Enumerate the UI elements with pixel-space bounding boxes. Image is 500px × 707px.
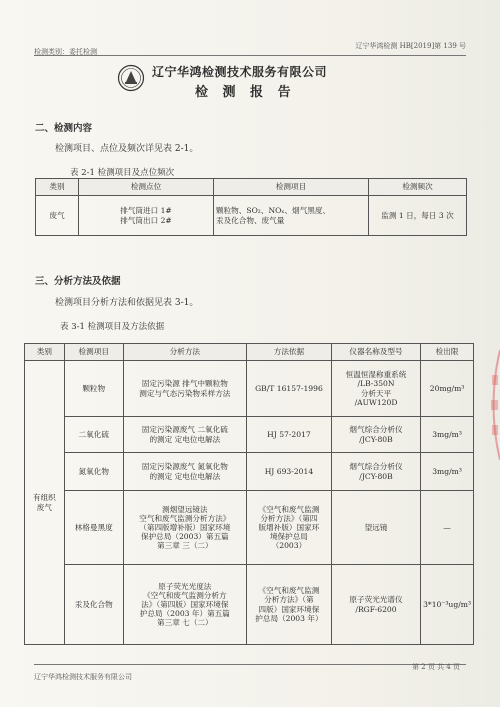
header-divider [34,55,466,56]
t2-cell-limit: 20mg/m³ [421,361,474,417]
t1-cell-items: 颗粒物、SO₂、NOₓ、烟气黑度、 汞及化合物、废气量 [214,196,369,236]
t2-cell-item: 氮氧化物 [64,453,123,491]
t2-cell-item: 汞及化合物 [64,565,123,645]
seal-stamp-fragment [481,350,500,460]
t2-cell-instrument: 烟气综合分析仪 /JCY-80B [331,453,420,491]
page-number: 第 2 页 共 4 页 [411,663,460,671]
company-logo-icon [117,64,145,92]
table-2-1 [35,178,467,236]
t2-cell-method: 原子荧光光度法 《空气和废气监测分析方 法》（第四版）国家环境保 护总局（2003 年）第五篇 第三章 七（二） [123,565,246,645]
t1-header-category: 类别 [36,179,79,196]
t2-cell-limit: — [421,491,474,565]
section3-intro: 检测项目分析方法和依据见表 3-1。 [55,298,199,308]
section2-intro: 检测项目、点位及频次详见表 2-1。 [55,144,199,154]
t2-cell-item: 颗粒物 [64,361,123,417]
table-3-1 [24,343,474,645]
t2-cell-limit: 3mg/m³ [421,417,474,453]
t2-cell-method: 固定污染源 排气中颗粒物 测定与气态污染物采样方法 [123,361,246,417]
inspection-category: 检测类别：委托检测 [34,48,97,56]
t2-cell-limit: 3mg/m³ [421,453,474,491]
t1-header-frequency: 检测频次 [369,179,467,196]
table-row [25,565,474,645]
report-number: 辽宁华鸿检测 HB[2019]第 139 号 [355,42,466,50]
t2-cell-instrument: 望远镜 [331,491,420,565]
section2-title: 二、检测内容 [35,123,93,134]
t2-cell-method: 测烟望远镜法 空气和废气监测分析方法》 （第四版增补版）国家环境 保护总局（2003）第五篇 第三章 三（二） [123,491,246,565]
t2-header-basis: 方法依据 [246,344,331,361]
t2-cell-basis: HJ 693-2014 [246,453,331,491]
table-row [25,491,474,565]
t2-cell-instrument: 恒温恒湿称重系统 /LB-350N 分析天平 /AUW120D [331,361,420,417]
section3-title: 三、分析方法及依据 [35,276,121,287]
table-3-1-caption: 表 3-1 检测项目及方法依据 [60,322,165,332]
table-row [25,453,474,491]
t1-cell-points: 排气筒进口 1# 排气筒出口 2# [79,196,214,236]
company-name: 辽宁华鸿检测技术服务有限公司 [152,65,328,79]
t2-cell-basis: HJ 57-2017 [246,417,331,453]
t2-cell-method: 固定污染源废气 氮氧化物 的测定 定电位电解法 [123,453,246,491]
t2-cell-method: 固定污染源废气 二氧化硫 的测定 定电位电解法 [123,417,246,453]
table-row [25,417,474,453]
t2-header-category: 类别 [25,344,65,361]
t2-header-limit: 检出限 [421,344,474,361]
t1-cell-category: 废气 [36,196,79,236]
t2-cell-instrument: 烟气综合分析仪 /JCY-80B [331,417,420,453]
t1-header-points: 检测点位 [79,179,214,196]
t2-cell-category: 有组织 废气 [25,361,65,645]
t2-cell-basis: GB/T 16157-1996 [246,361,331,417]
table-2-1-caption: 表 2-1 检测项目及点位频次 [70,168,175,178]
t2-header-item: 检测项目 [64,344,123,361]
t2-cell-item: 林格曼黑度 [64,491,123,565]
t2-cell-item: 二氧化硫 [64,417,123,453]
t2-cell-instrument: 原子荧光光谱仪 /RGF-6200 [331,565,420,645]
t1-cell-frequency: 监测 1 日，每日 3 次 [369,196,467,236]
t2-header-method: 分析方法 [123,344,246,361]
footer-company: 辽宁华鸿检测技术服务有限公司 [34,673,132,681]
t2-cell-basis: 《空气和废气监测 分析方法》（第 四版）国家环境保 护总局（2003 年） [246,565,331,645]
t2-cell-limit: 3*10⁻³ug/m³ [421,565,474,645]
table-row [25,361,474,417]
t2-cell-basis: 《空气和废气监测 分析方法》（第四 版增补版）国家环 境保护总局 （2003） [246,491,331,565]
t1-header-items: 检测项目 [214,179,369,196]
report-title: 检 测 报 告 [195,85,296,100]
footer-divider [34,664,466,665]
t2-header-instrument: 仪器名称及型号 [331,344,420,361]
